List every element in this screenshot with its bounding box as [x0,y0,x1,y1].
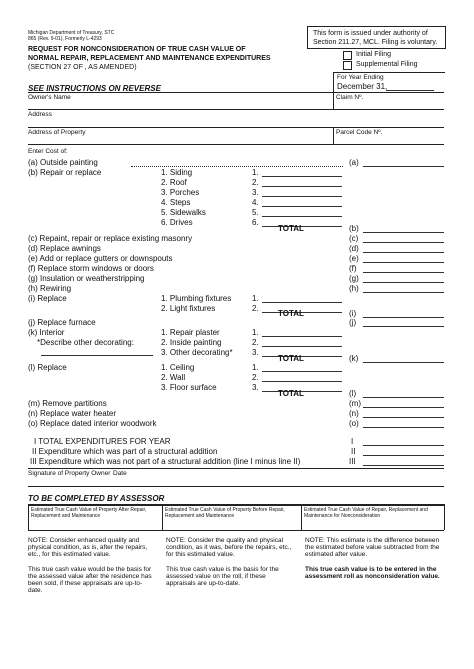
item-g-label: (g) Insulation or weatherstripping [28,274,145,283]
right-label-f: (f) [349,264,357,273]
owners-name-label: Owner's Name [28,94,71,101]
note2-b: This true cash value is the basis for the assessed value on the roll, if these appraisals are up-to-date. [166,566,279,587]
field-c[interactable] [363,242,444,243]
field-i1[interactable] [262,302,342,303]
right-label-n: (n) [349,409,359,418]
item-f-label: (f) Replace storm windows or doors [28,264,154,273]
right-label-d: (d) [349,244,359,253]
item-l-label: (l) Replace [28,363,67,372]
note3-b: This true cash value is to be entered in the assessment roll as nonconsideration value. [305,566,440,580]
item-n-label: (n) Replace water heater [28,409,117,418]
l-total-label: TOTAL [278,389,304,398]
field-III[interactable] [363,465,444,466]
right-label-j: (j) [349,318,357,327]
k-total-label: TOTAL [278,354,304,363]
right-label-II: II [351,447,356,456]
right-label-l: (l) [349,389,357,398]
l-floor-label: 3. Floor surface [161,383,217,392]
december-label: December 31, [337,82,388,91]
authority-box [307,26,446,49]
supplemental-filing-label: Supplemental Filing [356,61,418,68]
before-value-field[interactable] [164,519,299,529]
date-label: Date [113,470,127,477]
field-l[interactable] [363,397,444,398]
item-k-label: (k) Interior [28,328,65,337]
note1-a: NOTE: Consider enhanced quality and physical condition, as is, after the repairs, etc., for this estimated value. [28,537,148,558]
right-label-III: III [349,457,356,466]
b-n3: 3. [252,188,259,197]
item-j-label: (j) Replace furnace [28,318,96,327]
item-b-label: (b) Repair or replace [28,168,102,177]
address-of-property-label: Address of Property [28,129,86,136]
b-sidewalks-label: 5. Sidewalks [161,208,206,217]
k-n1: 1. [252,328,259,337]
field-f[interactable] [363,272,444,273]
field-k2[interactable] [262,346,342,347]
l-n2: 2. [252,373,259,382]
enter-cost-label: Enter Cost of: [28,148,68,155]
k-n3: 3. [252,348,259,357]
item-e-label: (e) Add or replace gutters or downspouts [28,254,173,263]
k-painting-label: 2. Inside painting [161,338,222,347]
b-total-label: TOTAL [278,224,304,233]
i-n1: 1. [252,294,259,303]
field-b[interactable] [363,232,444,233]
l-wall-label: 2. Wall [161,373,186,382]
b-n4: 4. [252,198,259,207]
field-i[interactable] [363,317,444,318]
i-n2: 2. [252,304,259,313]
instructions-heading: SEE INSTRUCTIONS ON REVERSE [28,84,161,93]
b-steps-label: 4. Steps [161,198,191,207]
authority-line2: Section 211.27, MCL. Filing is voluntary. [313,39,438,46]
i-light-label: 2. Light fixtures [161,304,216,313]
right-label-i: (i) [349,309,357,318]
b-drives-label: 6. Drives [161,218,193,227]
department-line: Michigan Department of Treasury, STC [28,30,115,36]
field-l1[interactable] [262,371,342,372]
supplemental-filing-checkbox[interactable] [343,61,352,70]
field-k1[interactable] [262,336,342,337]
assessor-col3: Estimated True Cash Value of Repair, Replacement and Maintenance for Nonconsideration [304,507,428,519]
form-title-line1: REQUEST FOR NONCONSIDERATION OF TRUE CASH VALUE OF [28,46,246,53]
i-total-label: TOTAL [278,309,304,318]
after-value-field[interactable] [30,519,160,529]
authority-line1: This form is issued under authority of [313,30,428,37]
field-o[interactable] [363,427,444,428]
field-a[interactable] [363,166,444,167]
b-n2: 2. [252,178,259,187]
not-structural-label: III Expenditure which was not part of a structural addition (line I minus line II) [30,457,301,466]
initial-filing-label: Initial Filing [356,51,392,58]
k-plaster-label: 1. Repair plaster [161,328,220,337]
field-e[interactable] [363,262,444,263]
field-b4[interactable] [262,206,342,207]
year-field[interactable] [386,90,434,91]
field-b2[interactable] [262,186,342,187]
year-ending-label: For Year Ending [337,74,384,81]
field-n[interactable] [363,417,444,418]
k-describe-field[interactable] [41,355,153,356]
l-ceiling-label: 1. Ceiling [161,363,195,372]
k-decorating-label: 3. Other decorating* [161,348,233,357]
field-I[interactable] [363,445,444,446]
right-label-b: (b) [349,224,359,233]
k-n2: 2. [252,338,259,347]
signature-label: Signature of Property Owner [28,470,111,477]
right-label-a: (a) [349,158,359,167]
assessor-col2: Estimated True Cash Value of Property Before Repair, Replacement and Maintenance [165,507,285,519]
signature-field[interactable] [28,486,444,487]
claim-no-label: Claim Nº. [336,94,364,101]
initial-filing-checkbox[interactable] [343,51,352,60]
k-note-label: *Describe other decorating: [37,338,134,347]
b-porches-label: 3. Porches [161,188,200,197]
field-j[interactable] [363,326,444,327]
parcel-code-label: Parcel Code Nº. [336,129,383,136]
assessor-col1: Estimated True Cash Value of Property After Repair, Replacement and Maintenance [31,507,147,519]
field-g[interactable] [363,282,444,283]
form-number: 865 (Rev. 9-01), Formerly L-4293 [28,36,102,42]
assessor-heading: TO BE COMPLETED BY ASSESSOR [28,494,165,503]
right-label-c: (c) [349,234,359,243]
total-expenditures-label: I TOTAL EXPENDITURES FOR YEAR [34,437,171,446]
l-n1: 1. [252,363,259,372]
note1-b: This true cash value would be the basis for the assessed value after the residence has been sold, if these appraisals are up-to-date. [28,566,152,594]
item-d-label: (d) Replace awnings [28,244,101,253]
form-title-line3: (SECTION 27 OF , AS AMENDED) [28,64,137,71]
item-c-label: (c) Repaint, repair or replace existing masonry [28,234,193,243]
nonconsideration-value-field[interactable] [303,519,442,529]
right-label-e: (e) [349,254,359,263]
item-o-label: (o) Replace dated interior woodwork [28,419,157,428]
b-n6: 6. [252,218,259,227]
item-h-label: (h) Rewiring [28,284,72,293]
field-m[interactable] [363,407,444,408]
right-label-k: (k) [349,354,359,363]
item-a-label: (a) Outside painting [28,158,98,167]
field-II[interactable] [363,455,444,456]
field-l2[interactable] [262,381,342,382]
b-n5: 5. [252,208,259,217]
b-n1: 1. [252,168,259,177]
form-title-line2: NORMAL REPAIR, REPLACEMENT AND MAINTENANCE EXPENDITURES [28,55,271,62]
item-i-label: (i) Replace [28,294,67,303]
note3-a: NOTE: This estimate is the difference between the estimated before value subtracted from the estimated after value. [305,537,440,558]
right-label-I: I [351,437,354,446]
right-label-m: (m) [349,399,361,408]
i-plumbing-label: 1. Plumbing fixtures [161,294,232,303]
field-d[interactable] [363,252,444,253]
right-label-g: (g) [349,274,359,283]
item-m-label: (m) Remove partitions [28,399,107,408]
b-siding-label: 1. Siding [161,168,193,177]
right-label-o: (o) [349,419,359,428]
b-roof-label: 2. Roof [161,178,187,187]
field-b1[interactable] [262,176,342,177]
address-label: Address [28,111,52,118]
field-b5[interactable] [262,216,342,217]
field-h[interactable] [363,292,444,293]
field-k[interactable] [363,362,444,363]
right-label-h: (h) [349,284,359,293]
structural-addition-label: II Expenditure which was part of a structural addition [32,447,218,456]
l-n3: 3. [252,383,259,392]
note2-a: NOTE: Consider the quality and physical condition, as it was, before the repairs, etc., for this estimated value. [166,537,292,558]
field-b3[interactable] [262,196,342,197]
